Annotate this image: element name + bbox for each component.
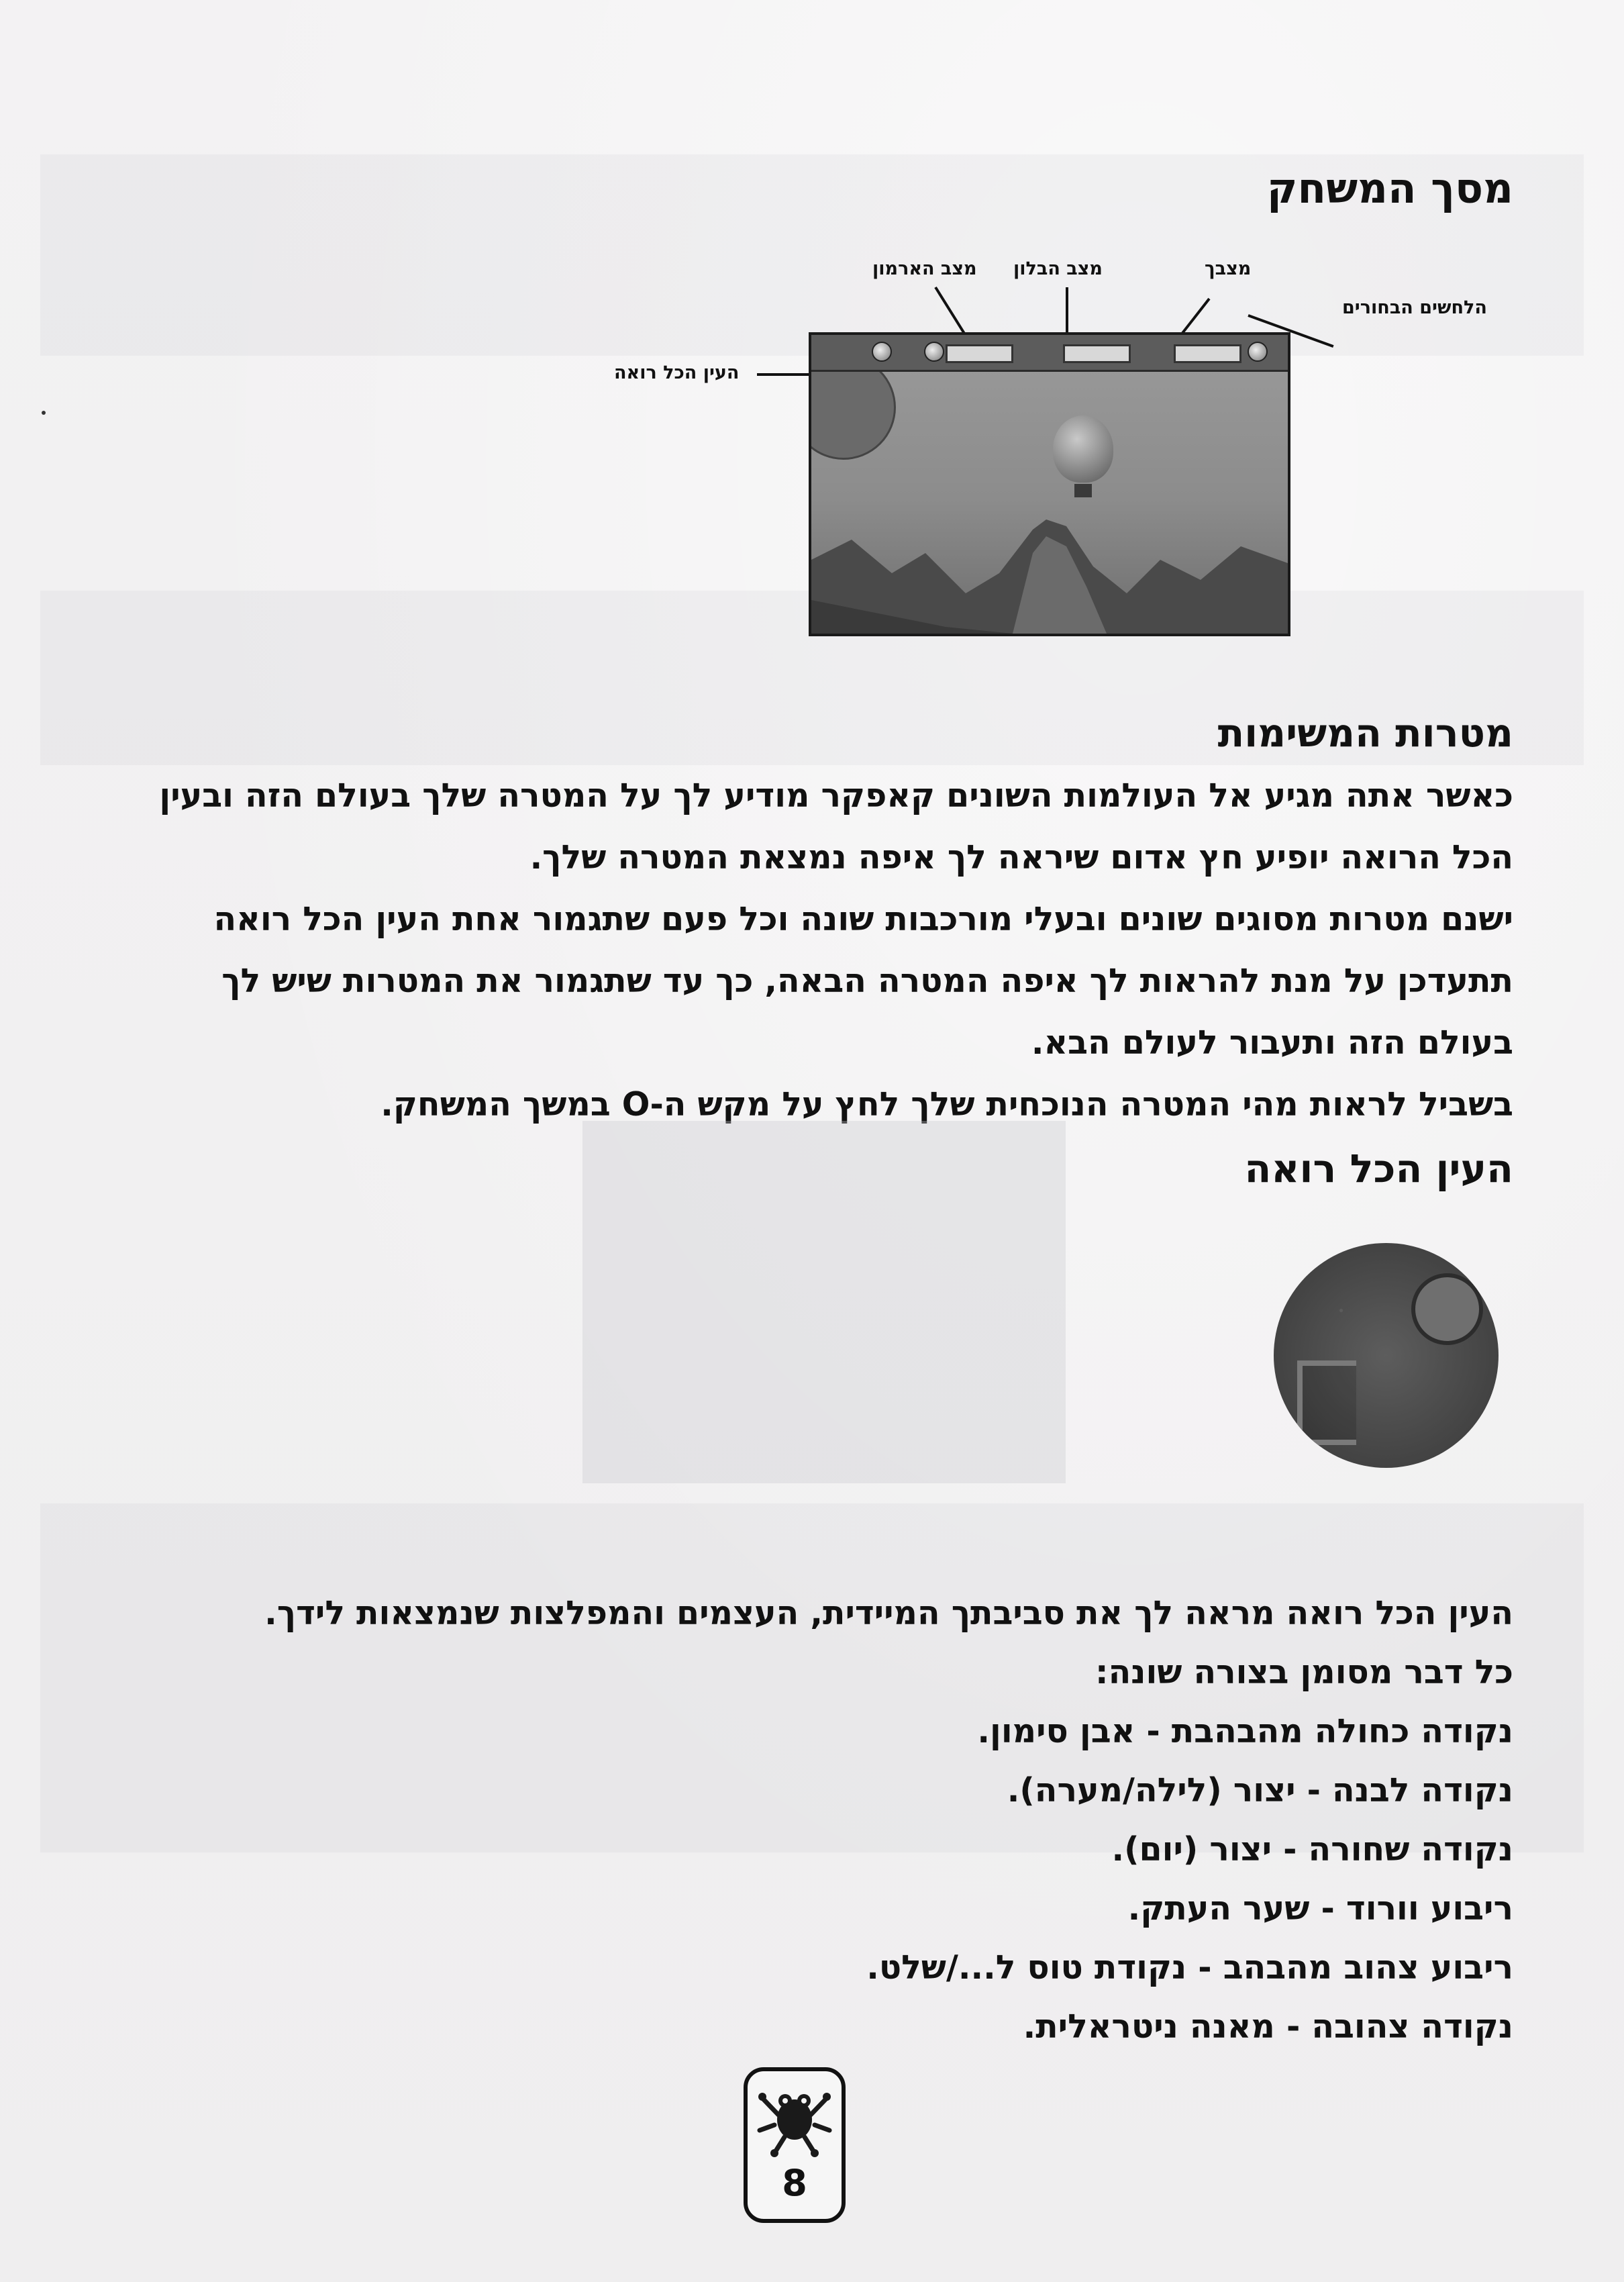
- goals-line: בעולם הזה ותעבור לעולם הבא.: [1031, 1024, 1513, 1062]
- frog-logo-icon: [754, 2078, 835, 2159]
- balloon-basket: [1074, 484, 1092, 497]
- label-balloon-status: מצב הבלון: [1013, 258, 1103, 279]
- mission-goals-text: [104, 765, 1513, 1136]
- mountain-landscape: [811, 499, 1288, 634]
- spell-orb-icon: [924, 342, 944, 362]
- page-number-badge: [744, 2067, 846, 2223]
- castle-gauge: [946, 344, 1013, 363]
- label-castle-status: מצב הארמון: [872, 258, 977, 279]
- goals-line: תתעדכן על מנת להראות לך איפה המטרה הבאה, כך עד שתגמור את המטרות שיש לך: [221, 962, 1513, 1000]
- status-gauge: [1174, 344, 1241, 363]
- legend-item: נקודה לבנה - יצור (לילה/מערה).: [1007, 1771, 1513, 1809]
- goals-line: הכל הרואה יופיע חץ אדום שיראה לך איפה נמצאת המטרה שלך.: [529, 838, 1513, 877]
- spell-orb-icon: [1248, 342, 1268, 362]
- balloon-icon: [1053, 415, 1113, 483]
- legend-item: ריבוע צהוב מהבהב - נקודת טוס ל.../שלט.: [866, 1948, 1513, 1987]
- balloon-gauge: [1063, 344, 1131, 363]
- goals-line: כאשר אתה מגיע אל העולמות השונים קאפקר מודיע לך על המטרה שלך בעולם הזה ובעין: [159, 777, 1513, 815]
- gate-marker-icon: [1297, 1360, 1356, 1445]
- goals-line: בשביל לראות מהי המטרה הנוכחית שלך לחץ על מקש ה-O במשך המשחק.: [380, 1085, 1513, 1124]
- section-title-mission-goals: מטרות המשימות: [1217, 710, 1513, 756]
- all-seeing-eye-image: [1274, 1243, 1499, 1468]
- section-title-all-seeing-eye: העין הכל רואה: [1244, 1146, 1513, 1191]
- label-all-seeing-eye: העין הכל רואה: [614, 362, 740, 383]
- legend-item: נקודה צהובה - מאנה ניטראלית.: [1023, 2007, 1513, 2046]
- section-title-game-screen: מסך המשחק: [1266, 164, 1513, 213]
- eye-intro: העין הכל רואה מראה לך את סביבתך המיידית, העצמים והמפלצות שנמצאות לידך.: [264, 1594, 1513, 1632]
- legend-item: נקודה שחורה - יצור (יום).: [1111, 1830, 1513, 1869]
- bleed-through-image: [582, 1121, 1066, 1483]
- label-selected-spells: הלחשים הבחורים: [1342, 297, 1487, 318]
- speck: [42, 411, 46, 415]
- legend-item: ריבוע וורוד - שער העתק.: [1127, 1889, 1513, 1928]
- eye-marker-icon: [1411, 1273, 1483, 1345]
- eye-legend: [104, 1584, 1513, 2056]
- eye-legend-title: כל דבר מסומן בצורה שונה:: [1095, 1653, 1513, 1691]
- game-screenshot: [809, 332, 1290, 636]
- page-number: 8: [782, 2162, 807, 2204]
- legend-item: נקודה כחולה מהבהבת - אבן סימון.: [977, 1712, 1513, 1750]
- hud-bar: [811, 335, 1288, 372]
- label-status: מצבך: [1205, 258, 1252, 279]
- spell-orb-icon: [872, 342, 892, 362]
- goals-line: ישנם מטרות מסוגים שונים ובעלי מורכבות שונה וכל פעם שתגמור אחת העין הכל רואה: [213, 900, 1513, 938]
